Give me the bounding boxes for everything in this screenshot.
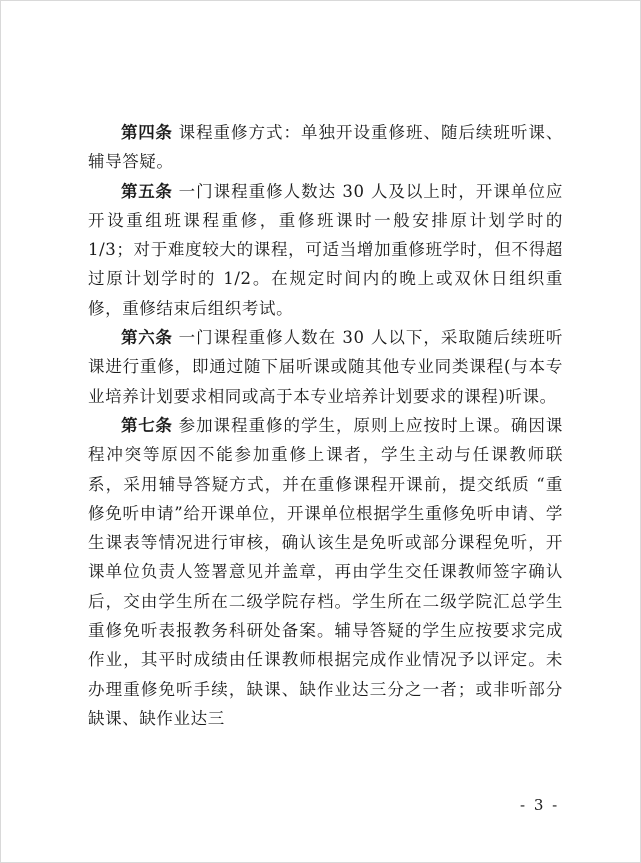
article-title: 第四条 <box>121 123 173 142</box>
article-text: 一门课程重修人数达 30 人及以上时，开课单位应开设重组班课程重修，重修班课时一般安排原计划学时的 1/3；对于难度较大的课程，可适当增加重修班学时，但不得超过原计划学时的 1/2。在规定时间内的晚上或双休日组织重修，重修结束后组织考试。 <box>88 181 564 318</box>
article-text: 参加课程重修的学生，原则上应按时上课。确因课程冲突等原因不能参加重修上课者，学生主动与任课教师联系，采用辅导答疑方式，并在重修课程开课前，提交纸质 “重修免听申请”给开课单位，开课单位根据学生重修免听申请、学生课表等情况进行审核，确认该生是免听或部分课程免听，开课单位负责人签署意见并盖章，再由学生交任课教师签字确认后，交由学生所在二级学院存档。学生所在二级学院汇总学生重修免听表报教务科研处备案。辅导答疑的学生应按要求完成作业，其平时成绩由任课教师根据完成作业情况予以评定。未办理重修免听手续，缺课、缺作业达三分之一者；或非听部分缺课、缺作业达三 <box>88 415 563 728</box>
article-text: 课程重修方式：单独开设重修班、随后续班听课、辅导答疑。 <box>88 123 563 172</box>
article-text: 一门课程重修人数在 30 人以下，采取随后续班听课进行重修，即通过随下届听课或随其他专业同类课程(与本专业培养计划要求相同或高于本专业培养计划要求的课程)听课。 <box>88 328 564 406</box>
article-title: 第五条 <box>121 181 173 201</box>
document-body <box>88 118 563 733</box>
article-7 <box>88 411 563 733</box>
article-4 <box>88 118 563 177</box>
article-5 <box>88 177 563 323</box>
article-6 <box>88 323 563 411</box>
article-title: 第六条 <box>121 328 173 348</box>
article-title: 第七条 <box>121 415 173 435</box>
page-number: - 3 - <box>520 796 560 814</box>
